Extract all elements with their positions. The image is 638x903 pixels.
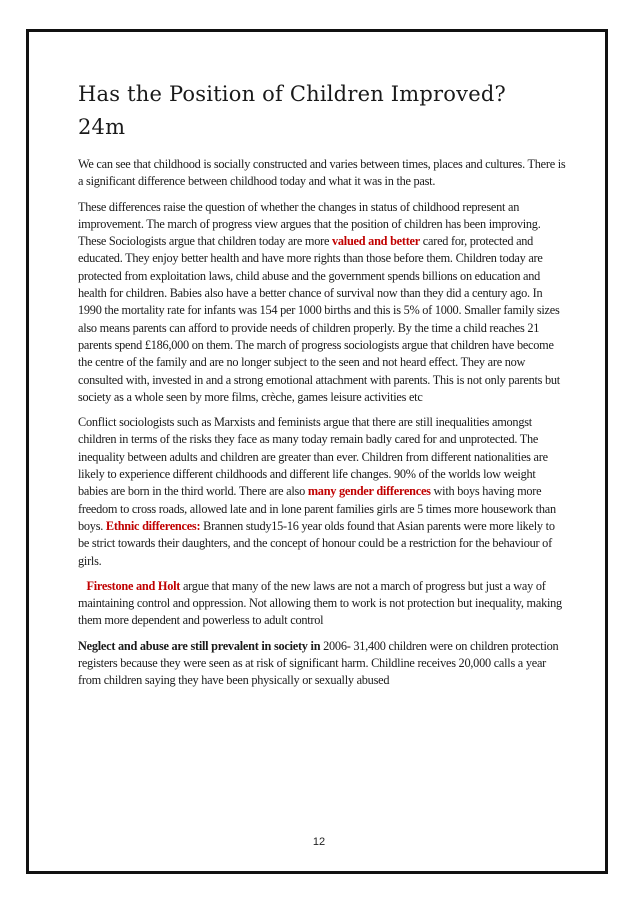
highlight-valued-better: valued and better [332, 234, 420, 249]
p3-text-middle: with boys having more freedom to cross roads, allowed late and in lone parent families girls are 5 times more housework than boys. [78, 484, 556, 533]
p5-text-end: 2006- 31,400 children were on children protection registers because they were seen as at risk of significant harm. Childline receives 20,000 calls a year from children saying they have been physically or sexually abused [78, 638, 559, 688]
p4-text-end: argue that many of the new laws are not a march of progress but just a way of maintaining control and oppression. Not allowing them to work is not protection but inequality, making them more dependent and powerless to adult control [78, 578, 562, 628]
p3-text-end: Brannen study15-16 year olds found that Asian parents were more likely to be strict towards their daughters, and the concept of honour could be a restriction for the behaviour of girls. [78, 518, 555, 568]
bold-neglect-abuse: Neglect and abuse are still prevalent in society in [78, 638, 321, 653]
highlight-gender-differences: many gender differences [307, 484, 431, 499]
p3-text-start: Conflict sociologists such as Marxists and feminists argue that there are still inequalities amongst children in terms of the risks they face as many today remain badly cared for and unprotected. The inequality between adults and children are greater than ever. Children from different nationalities are likely to experience different childhoods and different life changes. 90% of the worlds low weight babies are born in the third world. There are also [78, 415, 548, 499]
title-line-1: Has the Position of Children Improved? [78, 82, 506, 106]
paragraph-intro: We can see that childhood is socially constructed and varies between times, places and cultures. There is a significant difference between childhood today and what it was in the past. [78, 157, 566, 189]
highlight-ethnic-differences: Ethnic differences: [105, 518, 201, 533]
paragraph-conflict [78, 414, 568, 570]
highlight-firestone-holt: Firestone and Holt [86, 578, 181, 593]
page-number: 12 [312, 836, 326, 848]
paragraph-firestone-holt [78, 578, 568, 630]
page-title [78, 78, 568, 144]
paragraph-march-of-progress [78, 199, 568, 407]
p2-text-start: These differences raise the question of whether the changes in status of childhood represent an improvement. The march of progress view argues that the position of children has been improving. These Sociologists argue that children today are more [78, 199, 541, 249]
p2-text-end: cared for, protected and educated. They enjoy better health and have more rights than those before them. Children today are protected from exploitation laws, child abuse and the government spends billions on education and health for children. Babies also have a better chance of survival now than they did a century ago. In 1990 the mortality rate for infants was 154 per 1000 births and this is 5% of 1000. Smaller family sizes also means parents can afford to provide needs of children properly. By the time a child reaches 21 parents spend £186,000 on them. The march of progress sociologists argue that children have become the centre of the family and are no longer subject to the seen and not heard effect. They are now consulted with, invested in and a strong emotional attachment with parents. This is not only parents but society as a whole seen by more films, crèche, games leisure activities etc [78, 234, 560, 404]
paragraph-neglect-abuse [78, 638, 568, 690]
title-line-2: 24m [78, 115, 126, 139]
document-body [78, 78, 568, 698]
